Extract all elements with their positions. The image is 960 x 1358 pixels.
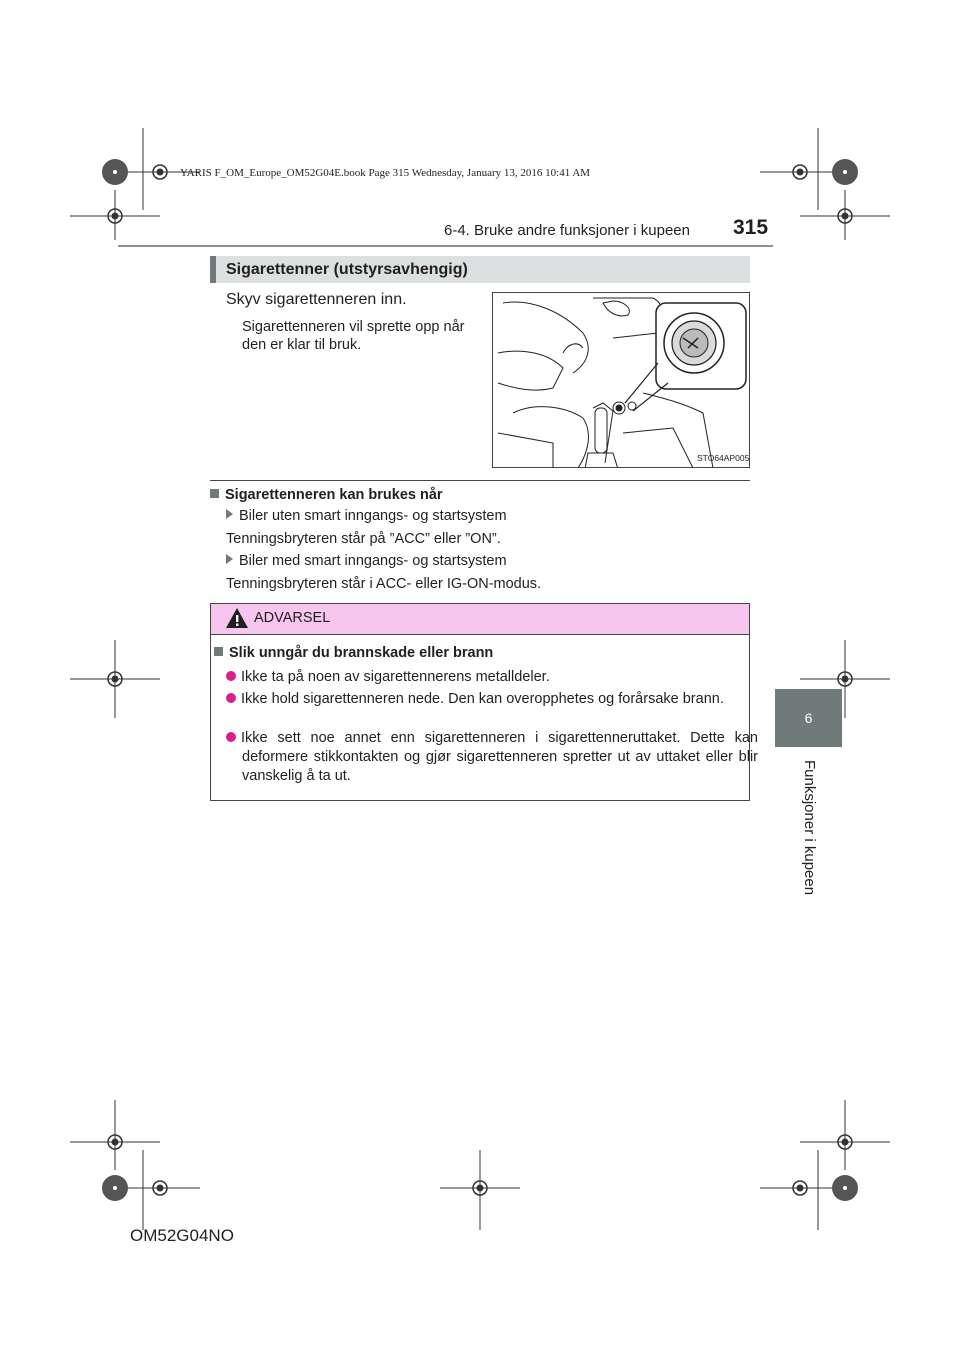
step-note: Sigarettenneren vil sprette opp når den er klar til bruk. — [242, 319, 465, 353]
square-bullet-icon — [214, 647, 223, 656]
illustration-code: STO64AP005 — [697, 453, 750, 463]
page-number: 315 — [733, 216, 769, 239]
header-rule — [118, 245, 773, 247]
warning-subheading: Slik unngår du brannskade eller brann — [214, 645, 493, 661]
usage-heading: Sigarettenneren kan brukes når — [210, 487, 443, 503]
footer-manual-code: OM52G04NO — [130, 1226, 234, 1245]
usage-text-1: Tenningsbryteren står på ”ACC” eller ”ON”. — [226, 531, 501, 547]
bullet-dot-icon — [226, 671, 236, 681]
step-instruction: Skyv sigarettenneren inn. — [226, 291, 407, 308]
warning-triangle-icon — [225, 606, 249, 630]
warning-title: ADVARSEL — [254, 610, 331, 626]
warning-bullet-2: Ikke hold sigarettenneren nede. Den kan overopphetes og forårsake brann. — [226, 690, 758, 709]
bullet-dot-icon — [226, 732, 236, 742]
chapter-tab: 6 — [775, 689, 842, 747]
triangle-bullet-icon — [226, 554, 233, 564]
main-heading: Sigarettenner (utstyrsavhengig) — [210, 256, 750, 283]
bullet-dot-icon — [226, 693, 236, 703]
usage-text-2: Tenningsbryteren står i ACC- eller IG-ON-modus. — [226, 576, 542, 592]
warning-bullet-1: Ikke ta på noen av sigarettennerens metalldeler. — [226, 668, 758, 687]
cigarette-lighter-illustration — [492, 292, 750, 468]
usage-condition-2: Biler med smart inngangs- og startsystem — [226, 553, 507, 569]
chapter-label-vertical: Funksjoner i kupeen — [801, 760, 818, 896]
section-title: 6-4. Bruke andre funksjoner i kupeen — [444, 222, 690, 239]
triangle-bullet-icon — [226, 509, 233, 519]
square-bullet-icon — [210, 489, 219, 498]
warning-bullet-3: Ikke sett noe annet enn sigarettenneren i sigarettenneruttaket. Dette kan deformere stikkontakten og gjør sigarettenneren spretter ut av uttaket eller blir vanskelig å ta ut. — [226, 729, 758, 786]
section-divider — [210, 480, 750, 481]
usage-condition-1: Biler uten smart inngangs- og startsystem — [226, 508, 507, 524]
book-file-info: YARIS F_OM_Europe_OM52G04E.book Page 315 Wednesday, January 13, 2016 10:41 AM — [180, 167, 591, 179]
